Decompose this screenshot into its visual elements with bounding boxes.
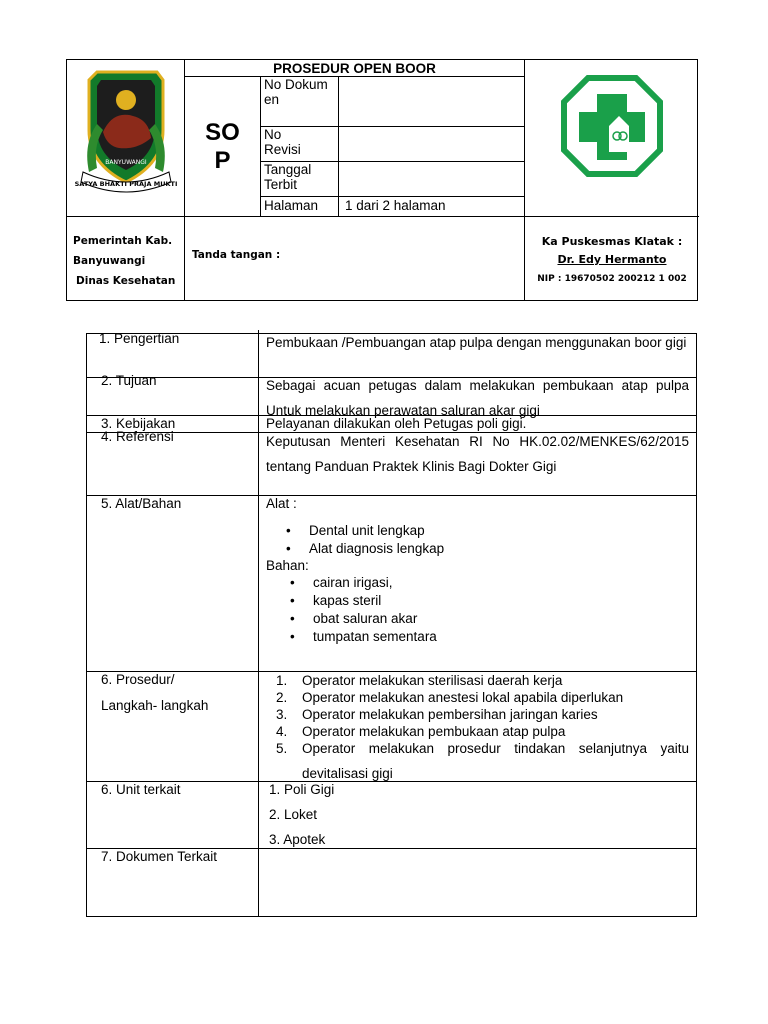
list-item: 4. Operator melakukan pembukaan atap pulpa [276,724,566,739]
sop-header [66,59,698,301]
list-item: 1. Operator melakukan sterilisasi daerah kerja [276,673,563,688]
crest-banner-text: BANYUWANGI [105,159,147,166]
row-content [259,496,696,646]
sop-label: SO P [185,77,261,217]
list-item: • tumpatan sementara [290,628,689,646]
row-label: 5. Alat/Bahan [87,496,259,671]
list-item: • Alat diagnosis lengkap [286,540,689,558]
list-item: 3. Operator melakukan pembersihan jaringan karies [276,707,598,722]
head-of-puskesmas [524,217,699,301]
prosedur-label-line: Langkah- langkah [101,698,209,713]
row-label: 6. Unit terkait [87,782,259,848]
org-line: Pemerintah Kab. [73,235,173,247]
document-meta [261,77,524,217]
alat-list [266,522,689,558]
meta-label: Halaman [261,197,339,217]
row-content: Pelayanan dilakukan oleh Petugas poli gigi. [266,416,527,431]
org-line: Banyuwangi [73,255,146,267]
meta-value [339,77,524,126]
puskesmas-logo-cell [524,60,699,217]
row-tujuan [87,373,696,416]
head-name: Dr. Edy Hermanto [557,253,667,266]
meta-label: No Dokumen [261,77,339,126]
row-content [259,672,696,786]
meta-label: No Revisi [261,127,339,161]
banyuwangi-crest-icon [67,60,185,217]
row-label: 4. Referensi [87,429,259,495]
meta-row-no-dokumen [261,77,524,127]
row-alat-bahan [87,496,696,672]
puskesmas-logo-icon [525,60,700,217]
list-item: 3. Apotek [269,832,326,847]
list-item: 2. Loket [269,807,318,822]
head-nip: NIP : 19670502 200212 1 002 [537,274,687,284]
row-label [87,672,259,781]
list-item: • cairan irigasi, [290,574,689,592]
meta-value: 1 dari 2 halaman [345,198,446,213]
document-title: PROSEDUR OPEN BOOR [185,60,524,77]
row-label: 3. Kebijakan [87,416,259,432]
organization-info [67,217,185,301]
meta-label: Tanggal Terbit [261,162,339,196]
list-item: 2. Operator melakukan anestesi lokal apabila diperlukan [276,690,624,705]
meta-row-no-revisi [261,127,524,162]
meta-row-tanggal-terbit [261,162,524,197]
row-content: Sebagai acuan petugas dalam melakukan pembukaan atap pulpa Untuk melakukan perawatan saluran akar gigi [266,378,689,418]
bahan-heading: Bahan: [266,558,309,573]
crest-motto-text: SATYA BHAKTI PRAJA MUKTI [74,180,178,188]
procedure-steps [266,672,689,786]
list-item: • Dental unit lengkap [286,522,689,540]
meta-value [339,162,524,196]
meta-value [339,127,524,161]
row-label: 1. Pengertian [87,330,259,377]
list-item: • obat saluran akar [290,610,689,628]
row-prosedur [87,672,696,782]
meta-row-halaman [261,197,524,217]
banyuwangi-crest-cell [67,60,185,217]
row-label: 7. Dokumen Terkait [87,849,259,916]
row-content: Keputusan Menteri Kesehatan RI No HK.02.02/MENKES/62/2015 tentang Panduan Praktek Klinis Bagi Dokter Gigi [266,434,689,474]
signature-label: Tanda tangan : [192,249,281,261]
row-content [259,782,696,848]
list-item: • kapas steril [290,592,689,610]
list-item: 5. Operator melakukan prosedur tindakan selanjutnya yaitu devitalisasi gigi [276,741,689,781]
row-dokumen-terkait [87,849,696,917]
sop-content-table [86,333,697,917]
row-label: 2. Tujuan [87,373,259,415]
org-line: Dinas Kesehatan [76,275,176,287]
prosedur-label-line: 6. Prosedur/ [101,672,175,687]
list-item: 1. Poli Gigi [269,782,335,797]
row-referensi [87,429,696,496]
header-middle [185,60,524,217]
row-pengertian [87,330,696,378]
alat-heading: Alat : [266,496,297,511]
row-content: Pembukaan /Pembuangan atap pulpa dengan menggunakan boor gigi [266,335,687,350]
head-title: Ka Puskesmas Klatak : [541,235,683,248]
bahan-list [266,574,689,646]
row-unit-terkait [87,782,696,849]
